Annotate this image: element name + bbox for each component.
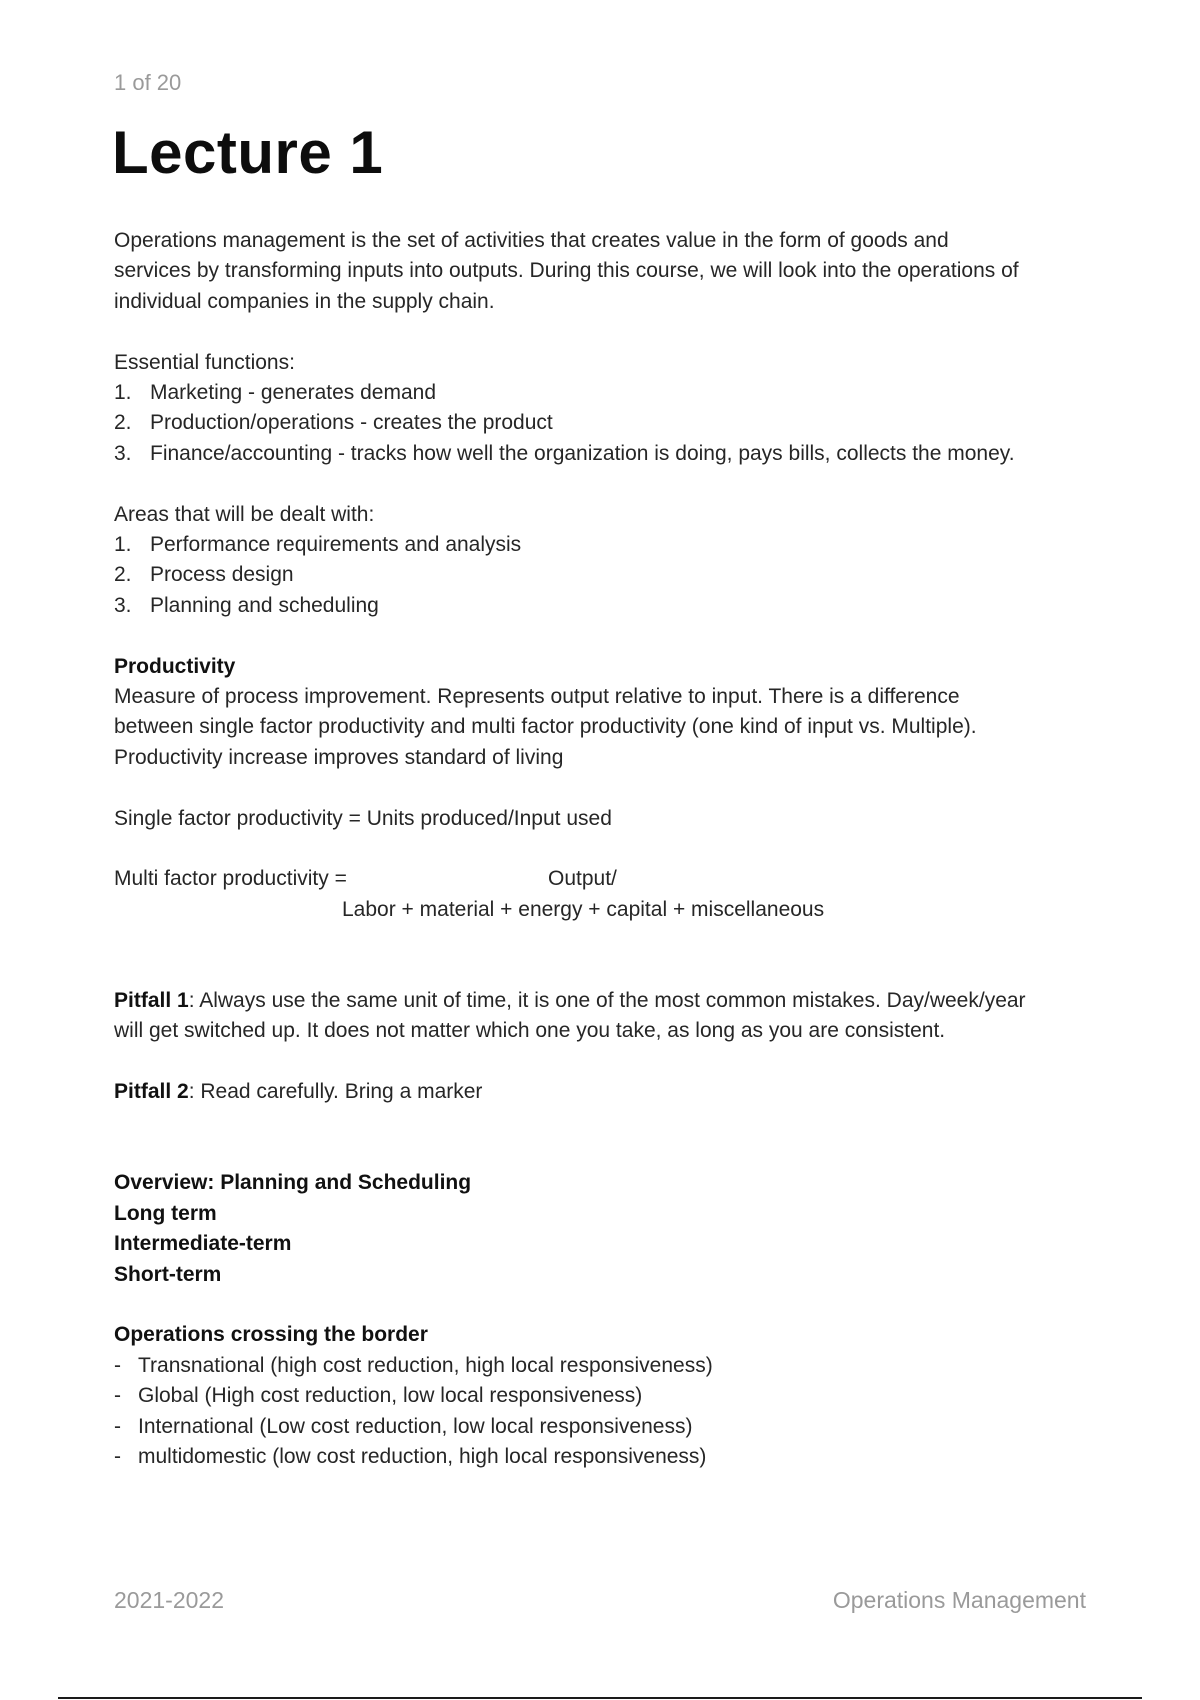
- list-item-text: Production/operations - creates the product: [150, 411, 553, 435]
- areas-list: [114, 530, 1104, 621]
- intro-line: individual companies in the supply chain.: [114, 289, 495, 313]
- list-number: 3.: [114, 441, 132, 465]
- essential-functions-list: [114, 378, 1104, 469]
- pitfall-2: [114, 1077, 1104, 1107]
- multi-factor-numerator: Output/: [548, 867, 617, 891]
- pitfall-2-text: : Read carefully. Bring a marker: [188, 1080, 483, 1104]
- list-item: [114, 1351, 1104, 1381]
- overview-term: Intermediate-term: [114, 1232, 292, 1256]
- essential-functions-heading: Essential functions:: [114, 350, 295, 374]
- list-item: [114, 439, 1104, 469]
- list-item: [114, 591, 1104, 621]
- list-item-text: Finance/accounting - tracks how well the organization is doing, pays bills, collects the money.: [150, 441, 1015, 465]
- list-dash: -: [114, 1353, 121, 1377]
- list-item: [114, 408, 1104, 438]
- list-item: [114, 1381, 1104, 1411]
- productivity-line: Measure of process improvement. Represents output relative to input. There is a difference: [114, 685, 960, 709]
- list-item: [114, 1442, 1104, 1472]
- footer-course: Operations Management: [832, 1587, 1086, 1613]
- overview-term: Long term: [114, 1201, 217, 1225]
- areas-heading: Areas that will be dealt with:: [114, 502, 375, 526]
- multi-factor-label: Multi factor productivity =: [114, 867, 347, 891]
- bottom-divider: [58, 1697, 1142, 1699]
- productivity-line: between single factor productivity and multi factor productivity (one kind of input vs. Multiple).: [114, 715, 977, 739]
- list-item-text: multidomestic (low cost reduction, high local responsiveness): [138, 1445, 707, 1469]
- list-dash: -: [114, 1445, 121, 1469]
- list-item: [114, 560, 1104, 590]
- document-body: [114, 226, 1104, 1472]
- footer-year: 2021-2022: [114, 1587, 224, 1613]
- intro-line: Operations management is the set of activities that creates value in the form of goods and: [114, 229, 949, 252]
- list-number: 1.: [114, 381, 132, 405]
- list-item-text: Global (High cost reduction, low local responsiveness): [138, 1384, 643, 1408]
- pitfall-1-continued: will get switched up. It does not matter which one you take, as long as you are consistent.: [114, 1019, 946, 1043]
- page-counter: 1 of 20: [114, 70, 182, 95]
- overview-heading: Overview: Planning and Scheduling: [114, 1171, 472, 1195]
- list-item: [114, 1412, 1104, 1442]
- multi-factor-denominator-row: [114, 895, 1104, 925]
- intro-line: services by transforming inputs into outputs. During this course, we will look into the operations of: [114, 259, 1019, 283]
- multi-factor-denominator: Labor + material + energy + capital + miscellaneous: [342, 897, 825, 921]
- pitfall-1: [114, 986, 1104, 1016]
- list-number: 2.: [114, 411, 132, 435]
- border-list: [114, 1351, 1104, 1473]
- list-dash: -: [114, 1414, 121, 1438]
- list-number: 1.: [114, 533, 132, 557]
- productivity-heading: Productivity: [114, 654, 236, 678]
- list-dash: -: [114, 1384, 121, 1408]
- pitfall-1-text: : Always use the same unit of time, it is one of the most common mistakes. Day/week/year: [188, 989, 1026, 1013]
- pitfall-1-label: Pitfall 1: [114, 989, 189, 1013]
- overview-term: Short-term: [114, 1262, 222, 1286]
- list-item-text: Process design: [150, 563, 294, 587]
- list-item: [114, 530, 1104, 560]
- list-item-text: International (Low cost reduction, low local responsiveness): [138, 1414, 693, 1438]
- productivity-line: Productivity increase improves standard of living: [114, 745, 564, 769]
- list-number: 3.: [114, 593, 132, 617]
- page-title: Lecture 1: [112, 119, 384, 186]
- single-factor-formula: Single factor productivity = Units produced/Input used: [114, 806, 612, 830]
- pitfall-2-label: Pitfall 2: [114, 1080, 189, 1104]
- multi-factor-formula: [114, 864, 1104, 894]
- list-item-text: Transnational (high cost reduction, high local responsiveness): [138, 1353, 713, 1377]
- list-item-text: Marketing - generates demand: [150, 381, 436, 405]
- list-item-text: Performance requirements and analysis: [150, 533, 522, 557]
- border-heading: Operations crossing the border: [114, 1323, 428, 1347]
- list-item: [114, 378, 1104, 408]
- list-number: 2.: [114, 563, 132, 587]
- list-item-text: Planning and scheduling: [150, 593, 379, 617]
